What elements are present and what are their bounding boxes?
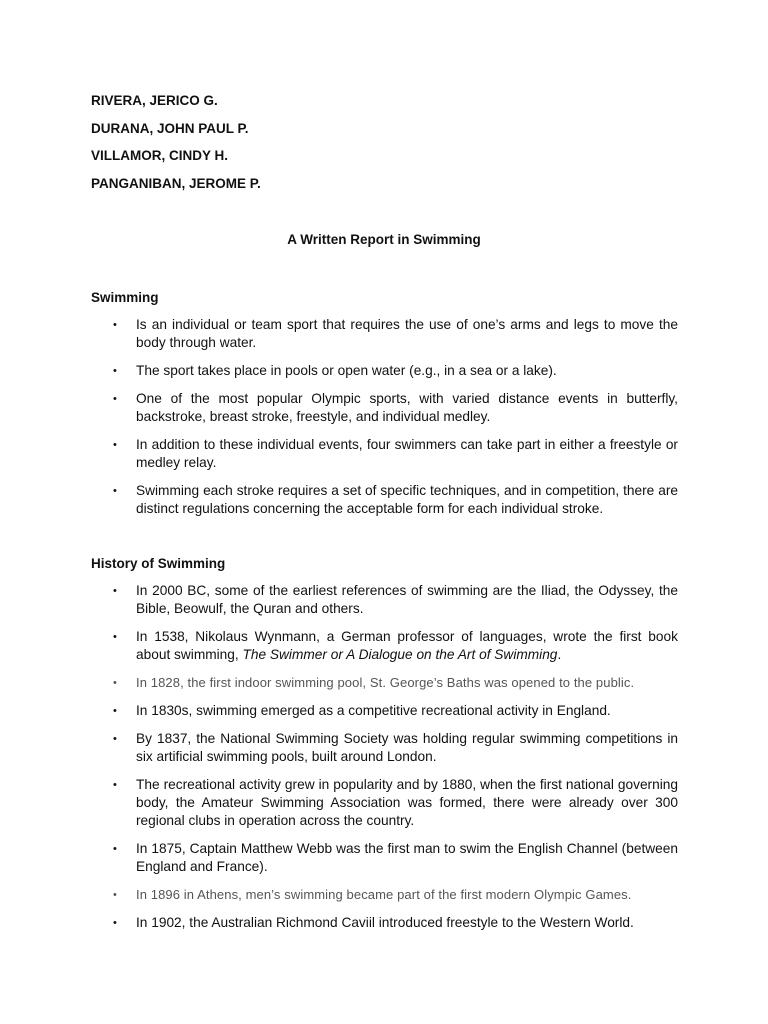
section-heading-swimming: Swimming — [91, 290, 159, 305]
list-item — [91, 436, 678, 472]
list-item — [91, 730, 678, 766]
book-title: The Swimmer or A Dialogue on the Art of Swimming — [242, 647, 558, 662]
list-item — [91, 316, 678, 352]
list-item-text: In 1538, Nikolaus Wynmann, a German professor of languages, wrote the first book about swimming, — [136, 629, 678, 662]
list-item — [91, 390, 678, 426]
bullet-icon: • — [113, 917, 117, 929]
list-item — [91, 674, 678, 692]
list-item — [91, 886, 678, 904]
bullet-icon: • — [113, 843, 117, 855]
list-item — [91, 628, 678, 664]
author-list — [91, 92, 261, 202]
swimming-bullet-list — [91, 316, 678, 528]
list-item-text: Is an individual or team sport that requires the use of one’s arms and legs to move the body through water. — [136, 317, 678, 350]
list-item — [91, 702, 678, 720]
list-item — [91, 362, 678, 380]
list-item — [91, 482, 678, 518]
list-item-text: The recreational activity grew in popularity and by 1880, when the first national governing body, the Amateur Swimming Association was formed, there were already over 300 regional clubs in operation across the country. — [136, 777, 678, 828]
bullet-icon: • — [113, 485, 117, 497]
bullet-icon: • — [113, 585, 117, 597]
list-item-text: In 1830s, swimming emerged as a competitive recreational activity in England. — [136, 703, 611, 718]
list-item — [91, 914, 678, 932]
author-name: RIVERA, JERICO G. — [91, 93, 218, 108]
author-name: PANGANIBAN, JEROME P. — [91, 175, 261, 191]
list-item-text: In 1828, the first indoor swimming pool, St. George’s Baths was opened to the public. — [136, 675, 635, 690]
list-item-text: In 1875, Captain Matthew Webb was the first man to swim the English Channel (between England and France). — [136, 841, 678, 874]
list-item — [91, 582, 678, 618]
report-title: A Written Report in Swimming — [287, 232, 481, 247]
bullet-icon: • — [113, 631, 117, 643]
list-item-text: In 2000 BC, some of the earliest references of swimming are the Iliad, the Odyssey, the Bible, Beowulf, the Quran and others. — [136, 583, 678, 616]
bullet-icon: • — [113, 677, 117, 689]
bullet-icon: • — [113, 779, 117, 791]
list-item-text: One of the most popular Olympic sports, with varied distance events in butterfly, backstroke, breast stroke, freestyle, and individual medley. — [136, 391, 678, 424]
author-name: VILLAMOR, CINDY H. — [91, 148, 229, 163]
history-bullet-list — [91, 582, 678, 942]
list-item-text: By 1837, the National Swimming Society was holding regular swimming competitions in six artificial swimming pools, built around London. — [136, 731, 678, 764]
list-item — [91, 840, 678, 876]
section-heading-history: History of Swimming — [91, 556, 226, 571]
list-item-text: Swimming each stroke requires a set of specific techniques, and in competition, there are distinct regulations concerning the acceptable form for each individual stroke. — [136, 483, 678, 516]
bullet-icon: • — [113, 319, 117, 331]
author-name: DURANA, JOHN PAUL P. — [91, 120, 249, 136]
list-item-text: In 1896 in Athens, men’s swimming became part of the first modern Olympic Games. — [136, 887, 632, 902]
list-item — [91, 776, 678, 830]
bullet-icon: • — [113, 439, 117, 451]
list-item-text: . — [557, 647, 562, 662]
bullet-icon: • — [113, 365, 117, 377]
list-item-text: The sport takes place in pools or open water (e.g., in a sea or a lake). — [136, 363, 557, 378]
bullet-icon: • — [113, 733, 117, 745]
bullet-icon: • — [113, 889, 117, 901]
bullet-icon: • — [113, 393, 117, 405]
list-item-text: In addition to these individual events, four swimmers can take part in either a freestyle or medley relay. — [136, 437, 678, 470]
bullet-icon: • — [113, 705, 117, 717]
list-item-text: In 1902, the Australian Richmond Caviil introduced freestyle to the Western World. — [136, 915, 634, 930]
